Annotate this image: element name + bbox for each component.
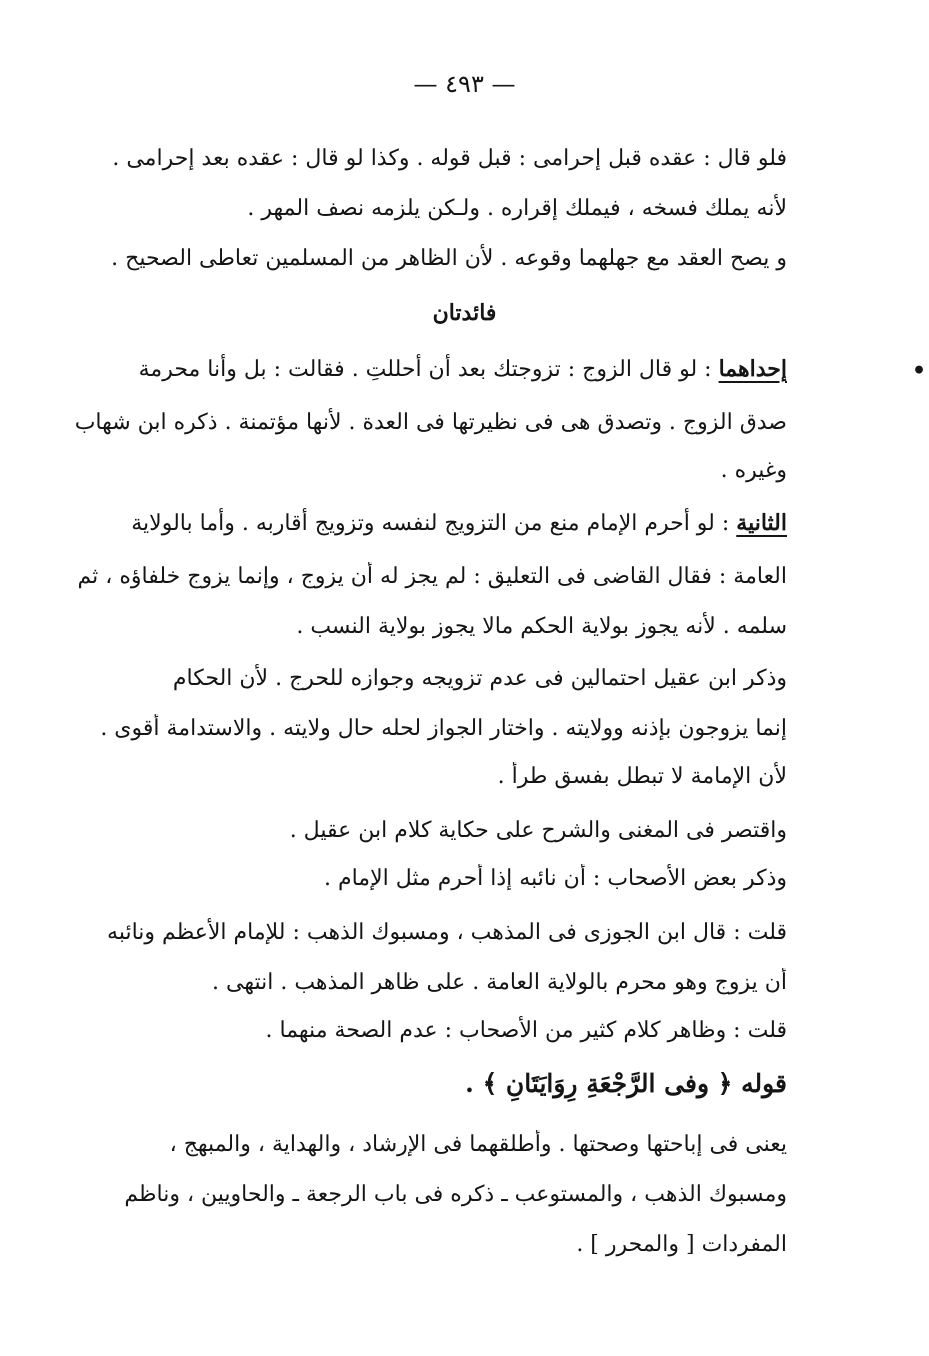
- page-number: — ٤٩٣ —: [413, 70, 516, 98]
- text-line: العامة : فقال القاضى فى التعليق : لم يجز له أن يزوج ، وإنما يزوج خلفاؤه ، ثم: [77, 564, 787, 589]
- text-line: أن يزوج وهو محرم بالولاية العامة . على ظاهر المذهب . انتهى .: [212, 970, 787, 995]
- margin-mark: •: [911, 358, 926, 384]
- text-line: [131, 508, 787, 538]
- text-line: وذكر ابن عقيل احتمالين فى عدم تزويجه وجوازه للحرج . لأن الحكام: [172, 666, 787, 691]
- text-line: صدق الزوج . وتصدق هى فى نظيرتها فى العدة . لأنها مؤتمنة . ذكره ابن شهاب: [74, 410, 787, 435]
- text-line: قلت : وظاهر كلام كثير من الأصحاب : عدم الصحة منهما .: [265, 1018, 787, 1043]
- text-line: و يصح العقد مع جهلهما وقوعه . لأن الظاهر من المسلمين تعاطى الصحيح .: [111, 246, 787, 271]
- text-line: واقتصر فى المغنى والشرح على حكاية كلام ابن عقيل .: [289, 818, 787, 843]
- quote-line: قوله ﴿ وفى الرَّجْعَةِ رِوَايَتَانِ ﴾ .: [465, 1069, 787, 1098]
- line-text: : لو أحرم الإمام منع من التزويج لنفسه وتزويج أقاربه . وأما بالولاية: [131, 511, 737, 536]
- text-line: لأن الإمامة لا تبطل بفسق طرأ .: [497, 764, 787, 789]
- text-line: قلت : قال ابن الجوزى فى المذهب ، ومسبوك الذهب : للإمام الأعظم ونائبه: [107, 920, 787, 945]
- keyword-second: الثانية: [736, 510, 787, 536]
- text-line: وغيره .: [720, 458, 787, 483]
- text-line: ومسبوك الذهب ، والمستوعب ـ ذكره فى باب الرجعة ـ والحاويين ، وناظم: [124, 1182, 787, 1207]
- text-line: فلو قال : عقده قبل إحرامى : قبل قوله . وكذا لو قال : عقده بعد إحرامى .: [112, 146, 787, 171]
- text-line: [139, 354, 787, 384]
- text-line: وذكر بعض الأصحاب : أن نائبه إذا أحرم مثل الإمام .: [323, 866, 787, 891]
- text-line: يعنى فى إباحتها وصحتها . وأطلقهما فى الإرشاد ، والهداية ، والمبهج ،: [169, 1132, 787, 1157]
- text-line: إنما يزوجون بإذنه وولايته . واختار الجواز لحله حال ولايته . والاستدامة أقوى .: [100, 716, 787, 741]
- text-line: لأنه يملك فسخه ، فيملك إقراره . ولـكن يلزمه نصف المهر .: [247, 196, 787, 221]
- keyword-first: إحداهما: [718, 356, 787, 382]
- line-text: : لو قال الزوج : تزوجتك بعد أن أحللتِ . فقالت : بل وأنا محرمة: [138, 357, 719, 382]
- text-line: المفردات [ والمحرر ] .: [576, 1232, 787, 1257]
- section-heading: فائدتان: [432, 300, 497, 326]
- text-line: سلمه . لأنه يجوز بولاية الحكم مالا يجوز بولاية النسب .: [296, 614, 787, 639]
